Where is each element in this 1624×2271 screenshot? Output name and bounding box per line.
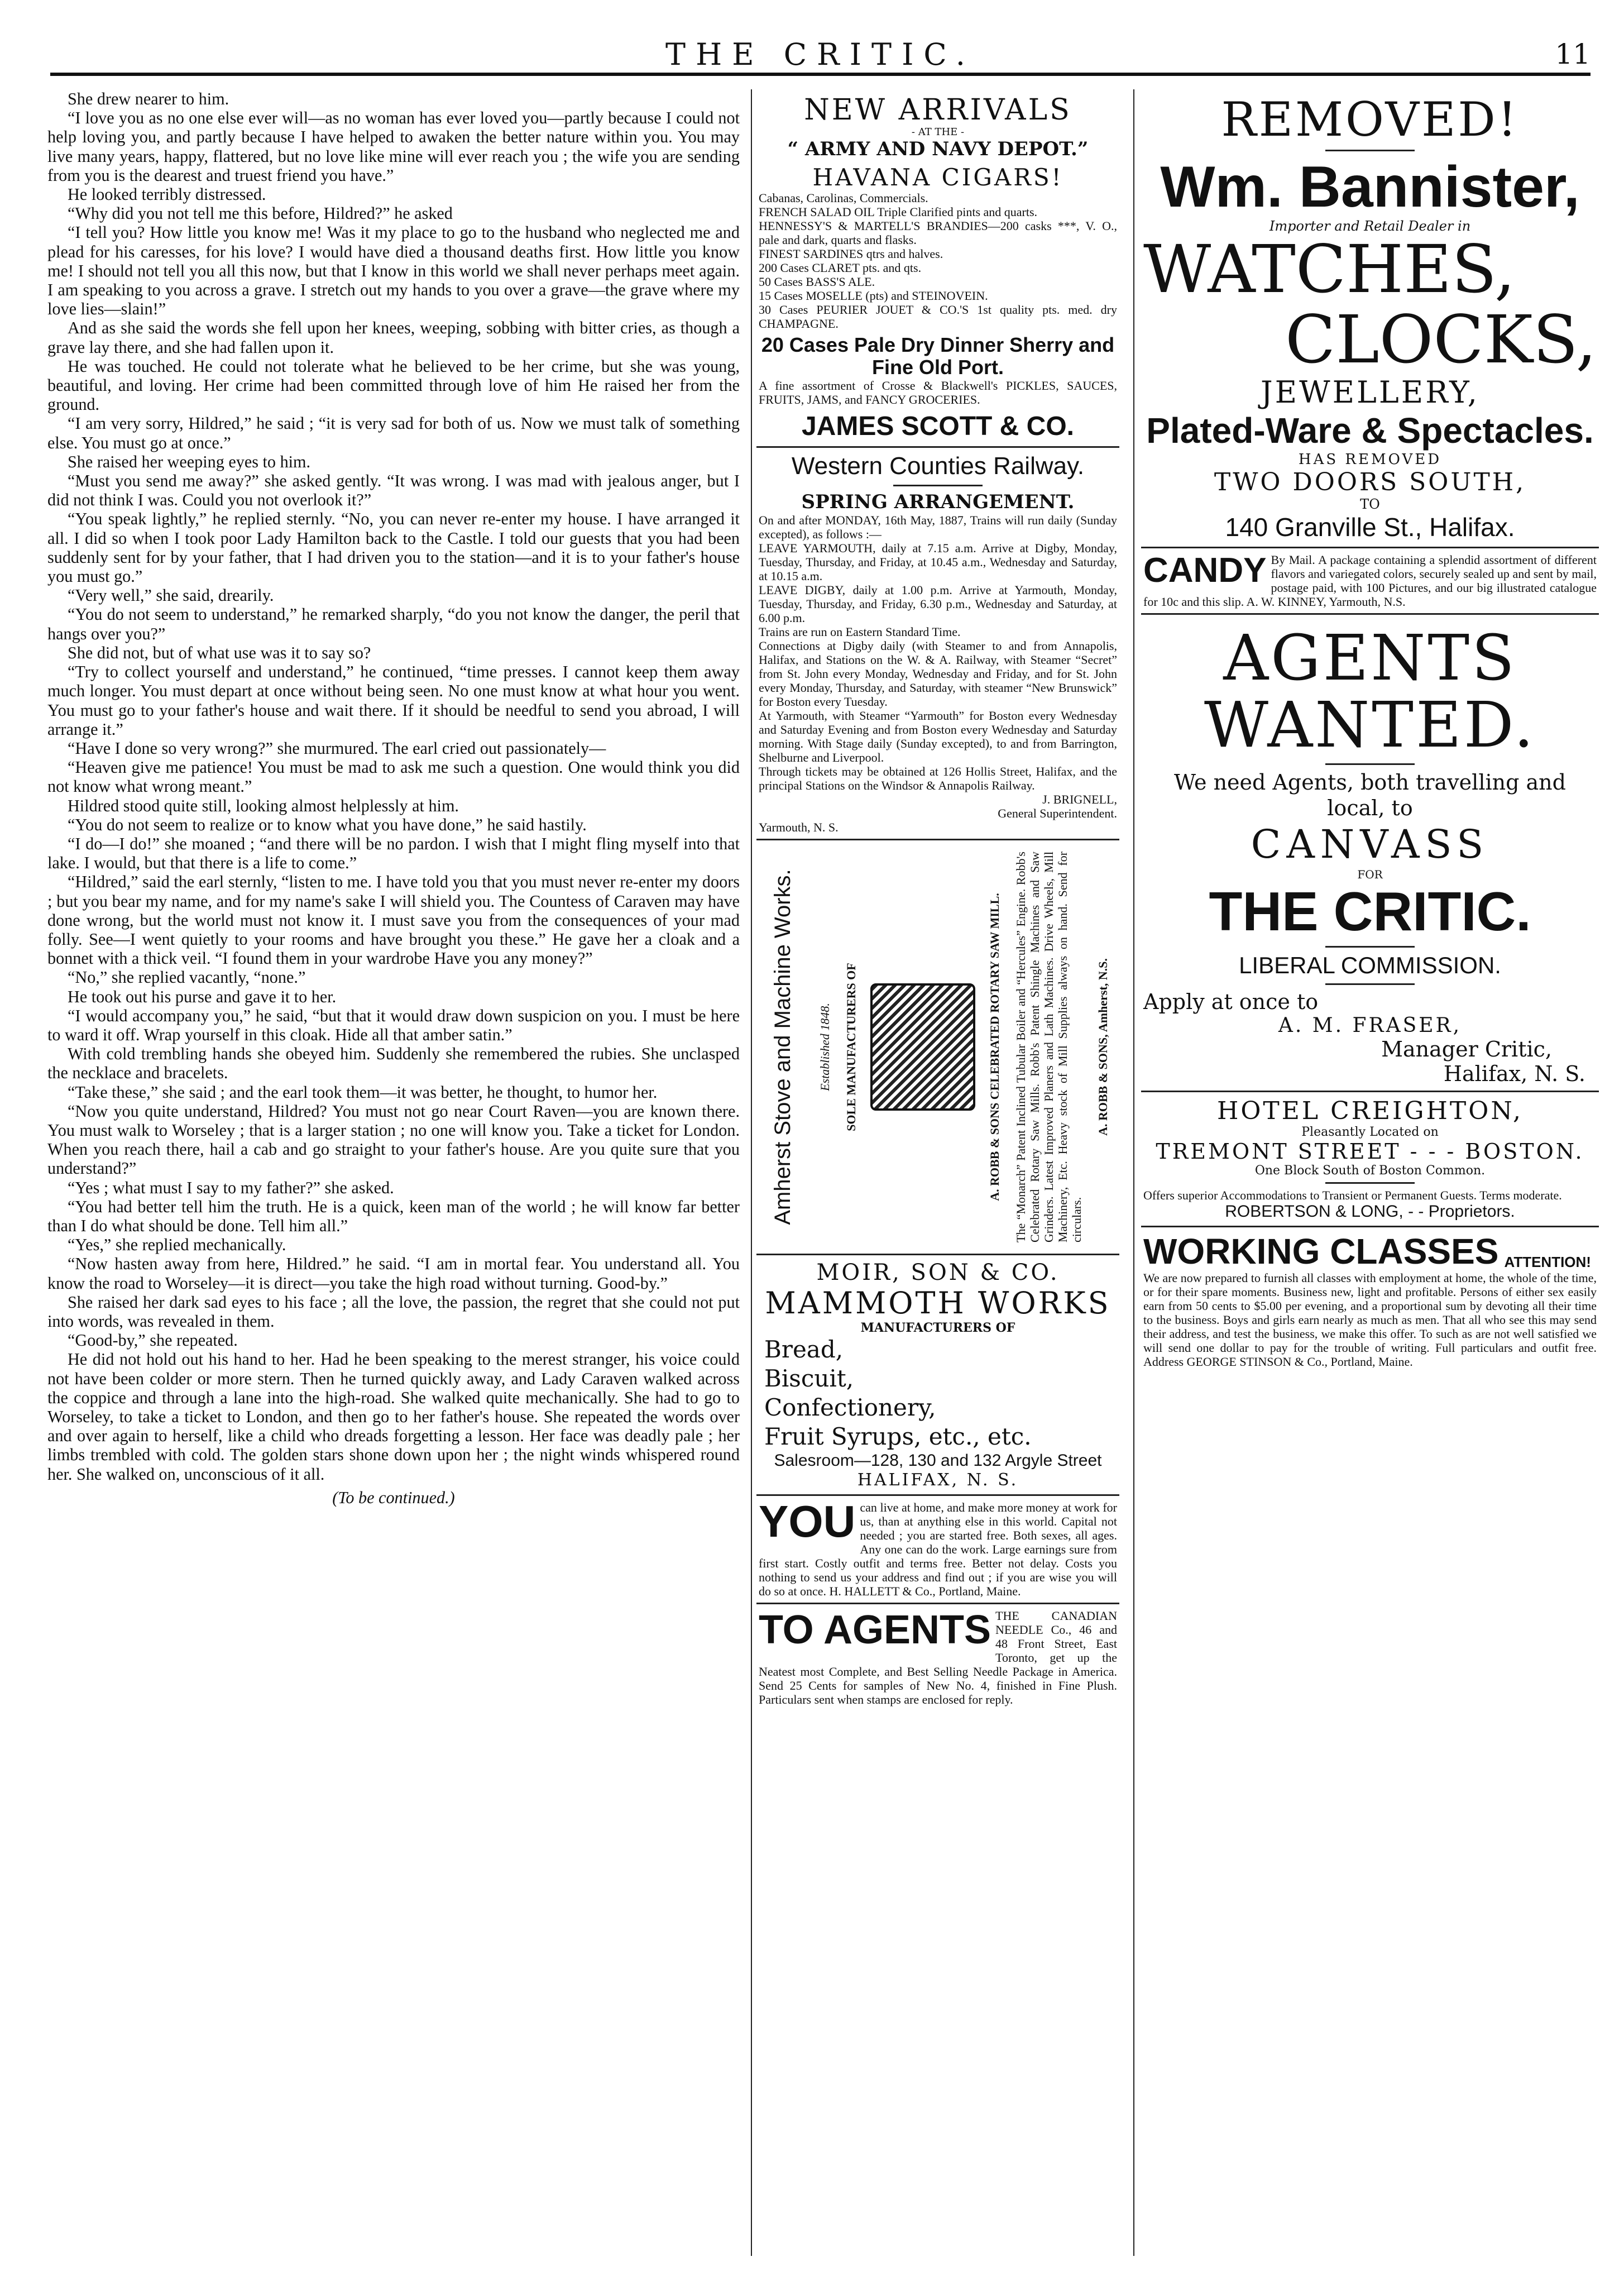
saw-mill-illustration (870, 983, 975, 1111)
amherst-firm: A. ROBB & SONS, Amherst, N.S. (1096, 958, 1110, 1136)
ad-sherry: 20 Cases Pale Dry Dinner Sherry and Fine Old Port. (761, 333, 1115, 379)
mammoth-manufacturers: MANUFACTURERS OF (860, 1321, 1015, 1335)
story-paragraph: She drew nearer to him. (68, 89, 229, 108)
hotel-street: TREMONT STREET - - - BOSTON. (1156, 1139, 1584, 1164)
railway-heading: Western Counties Railway. (791, 452, 1085, 480)
working-attention: ATTENTION! (1504, 1254, 1591, 1270)
candy-ad (1141, 548, 1599, 615)
ad-product-line: HENNESSY'S & MARTELL'S BRANDIES—200 casks ***, V. O., pale and dark, quarts and flasks. (759, 219, 1117, 247)
story-paragraph: “You speak lightly,” he replied sternly. “No, you can never re-enter my house. I have arranged it all. I did so when I took poor Lady Hamilton back to the Castle. I told our guests that you had been suddenly sent for by your father, that I had driven you to the station—and it is to your father's house you must go.” (47, 509, 740, 586)
story-paragraph: “Now hasten away from here, Hildred.” he said. “I am in mortal fear. You understand all. You know the road to Worseley—it is direct—you take the high road without turning. Good-by.” (47, 1254, 740, 1293)
story-paragraph: “Yes ; what must I say to my father?” she asked. (68, 1178, 394, 1197)
story-paragraph: And as she said the words she fell upon her knees, weeping, sobbing with bitter cries, as though a grave lay there, and she had fallen upon it. (47, 318, 740, 357)
agents-line: AGENTS (1223, 622, 1517, 695)
agents-apply: Apply at once to (1143, 989, 1319, 1014)
amherst-sole: SOLE MANUFACTURERS OF (844, 963, 858, 1131)
railway-schedule (759, 513, 1117, 792)
candy-headline: CANDY (1143, 551, 1267, 590)
railway-signature-title: General Superintendent. (998, 806, 1117, 820)
story-paragraph: “I would accompany you,” he said, “but that it would draw down suspicion on you. I must be here to ward it off. Wrap yourself in this cloak. Hide all that amber satin.” (47, 1006, 740, 1044)
bannister-to: TO (1360, 496, 1380, 512)
story-paragraph: “Yes,” she replied mechanically. (68, 1235, 286, 1255)
you-ad (756, 1496, 1119, 1604)
bannister-ad (1141, 89, 1599, 548)
ad-heading: NEW ARRIVALS (804, 93, 1072, 127)
railway-subheading: SPRING ARRANGEMENT. (801, 491, 1075, 513)
amherst-title: Amherst Stove and Machine Works. (770, 869, 795, 1225)
mammoth-item: Bread, (764, 1336, 844, 1363)
bannister-two-doors: TWO DOORS SOUTH, (1214, 468, 1526, 496)
bannister-plated: Plated-Ware & Spectacles. (1146, 410, 1594, 451)
story-paragraph: “Why did you not tell me this before, Hildred?” he asked (68, 204, 453, 223)
story-paragraph: “Have I done so very wrong?” she murmured. The earl cried out passionately— (68, 738, 606, 758)
ad-assortment: A fine assortment of Crosse & Blackwell's PICKLES, SAUCES, FRUITS, JAMS, and FANCY GROCERIES. (759, 379, 1117, 407)
mammoth-item: Fruit Syrups, etc., etc. (764, 1423, 1032, 1450)
middle-ad-column (751, 89, 1119, 2256)
hotel-offers: Offers superior Accommodations to Transient or Permanent Guests. Terms moderate. (1143, 1188, 1562, 1202)
mammoth-item: Biscuit, (764, 1365, 854, 1392)
mammoth-salesroom: Salesroom—128, 130 and 132 Argyle Street (774, 1451, 1102, 1470)
ad-product-line: Cabanas, Carolinas, Commercials. (759, 191, 928, 205)
story-paragraph: She did not, but of what use was it to say so? (68, 643, 371, 662)
bannister-has-removed: HAS REMOVED (1298, 451, 1442, 468)
amherst-established: Established 1848. (818, 1003, 832, 1091)
story-paragraph: “Hildred,” said the earl sternly, “listen to me. I have told you that you must never re-enter my doors ; but you bear my name, and for my name's sake I will shield you. The Countess of Caraven may have done wrong, but the world must not know it. I must save you from the consequences of your mad folly. See—I went quietly to your rooms and have brought you these.” He gave her a cloak and a bonnet with a thick veil. “I found them in your wardrobe Have you any money?” (47, 872, 740, 968)
right-ad-column (1133, 89, 1599, 2256)
page-number: 11 (1555, 38, 1591, 70)
removed-heading: REMOVED! (1221, 92, 1519, 147)
mammoth-works: MAMMOTH WORKS (765, 1285, 1111, 1321)
ad-product-line: FRENCH SALAD OIL Triple Clarified pints and quarts. (759, 205, 1038, 219)
mammoth-city: HALIFAX, N. S. (857, 1470, 1019, 1490)
story-paragraph: He took out his purse and gave it to her. (68, 987, 337, 1006)
amherst-celebrated: A. ROBB & SONS CELEBRATED ROTARY SAW MILL. (988, 893, 1002, 1201)
hotel-located: Pleasantly Located on (1301, 1125, 1439, 1139)
ad-cigars: HAVANA CIGARS! (812, 164, 1063, 191)
agents-critic: THE CRITIC. (1209, 881, 1531, 942)
story-paragraph: “I am very sorry, Hildred,” he said ; “it is very sad for both of us. Now we must talk of something else. You must go at once.” (47, 414, 740, 452)
story-paragraph: “No,” she replied vacantly, “none.” (68, 968, 306, 987)
story-paragraph: “You had better tell him the truth. He is a quick, keen man of the world ; he will know far better than I do what should be done. Tell him all.” (47, 1197, 740, 1235)
ad-product-line: 30 Cases PEURIER JOUET & CO.'S 1st quality pts. med. dry CHAMPAGNE. (759, 303, 1117, 331)
masthead-title: THE CRITIC. (665, 37, 975, 72)
ad-firm: JAMES SCOTT & CO. (801, 412, 1075, 441)
hotel-proprietors: ROBERTSON & LONG, - - Proprietors. (1225, 1202, 1515, 1221)
mammoth-firm: MOIR, SON & CO. (816, 1260, 1060, 1285)
masthead (50, 34, 1591, 76)
divider (1325, 150, 1415, 151)
agents-wanted-ad (1141, 615, 1599, 1092)
ad-at-the: - AT THE - (911, 126, 965, 138)
divider (893, 485, 983, 486)
amherst-body: The “Monarch” Patent Inclined Tubular Boiler and “Hercules” Engine. Robb's Celebrated Rotary Saw Mills. Robb's Patent Shingle Machines and Saw Grinders. Latest Improved Planers and Lath Machines. Drive Wheels, Mill Machinery, Etc. Heavy stock of Mill Supplies always on hand. Send for circulars. (1014, 852, 1084, 1242)
working-classes-ad (1141, 1227, 1599, 1373)
story-paragraph: “I tell you? How little you know me! Was it my place to go to the husband who neglected me and plead for his caresses, for his love? I would have died a thousand deaths first. How little you know me! I should not tell you all this now, but that I know in this world we shall never perhaps meet again. I am speaking to you across a grave. I stretch out my hands to you over a grave—the grave where my love lies—slain!” (47, 223, 740, 319)
agents-city: Halifax, N. S. (1443, 1062, 1585, 1086)
you-headline: YOU (759, 1497, 856, 1546)
story-paragraph: He did not hold out his hand to her. Had he been speaking to the merest stranger, his voice could not have been colder or more stern. Then he turned quickly away, and Lady Caraven walked across the coppice and through a lane into the high-road. She walked quite mechanically. She had to go to Worseley, to take a ticket to London, and then go to her father's house. She repeated the words over and over again to herself, like a child who dreads forgetting a lesson. Her face was deadly pale ; her limbs trembled with cold. The golden stars shone down upon her ; the night winds whispered round her. She walked on, unconscious of it all. (47, 1350, 740, 1484)
candy-body: By Mail. A package containing a splendid assortment of different flavors and variegated colors, securely sealed up and sent by mail, postage paid, with 100 Pictures, and our big illustrated catalogue for 10c and this slip. A. W. KINNEY, Yarmouth, N.S. (1143, 553, 1597, 609)
agents-need: We need Agents, both travelling and local, to (1174, 770, 1566, 820)
story-paragraph: “Very well,” she said, drearily. (68, 586, 274, 605)
railway-schedule-line: At Yarmouth, with Steamer “Yarmouth” for Boston every Wednesday and Saturday Evening and from Boston every Wednesday and Saturday morning. With Stage daily (Sunday excepted), to and from Barrington, Shelburne and Liverpool. (759, 709, 1117, 764)
story-paragraph: “Heaven give me patience! You must be mad to ask me such a question. One would think you did not know what wrong meant.” (47, 758, 740, 796)
story-paragraph: “Now you quite understand, Hildred? You must not go near Court Raven—you are known there. You must walk to Worseley ; that is a larger station ; no one will know you. Take a ticket for London. When you reach there, hail a cab and go straight to your father's house. Are you quite sure that you understand?” (47, 1101, 740, 1178)
agents-name: A. M. FRASER, (1278, 1014, 1462, 1037)
hotel-ad (1141, 1092, 1599, 1227)
mammoth-items (759, 1335, 1117, 1451)
ad-depot: “ ARMY AND NAVY DEPOT.” (787, 138, 1089, 160)
agents-canvass: CANVASS (1251, 821, 1489, 867)
ad-product-list (759, 191, 1117, 331)
bannister-watches: WATCHES, (1143, 231, 1516, 308)
railway-signature: J. BRIGNELL, (1042, 792, 1117, 806)
story-paragraph: He was touched. He could not tolerate what he believed to be her crime, but she was young, beautiful, and loving. Her crime had been committed through love of him He raised her from the ground. (47, 356, 740, 414)
hotel-name: HOTEL CREIGHTON, (1216, 1097, 1524, 1125)
to-be-continued: (To be continued.) (332, 1488, 455, 1507)
mammoth-item: Confectionery, (764, 1394, 936, 1421)
mammoth-works-ad (756, 1255, 1119, 1496)
amherst-ad-rotated (756, 852, 1119, 1242)
bannister-jewellery: JEWELLERY, (1261, 375, 1479, 410)
divider (1325, 946, 1415, 948)
story-paragraph: “I do—I do!” she moaned ; “and there will be no pardon. I wish that I might fling myself into that lake. I would, but that there is a life to come.” (47, 834, 740, 873)
story-paragraph: “Good-by,” she repeated. (68, 1331, 238, 1350)
agents-for: FOR (1357, 868, 1383, 881)
railway-schedule-line: LEAVE YARMOUTH, daily at 7.15 a.m. Arrive at Digby, Monday, Tuesday, Thursday, and Friday, at 10.45 a.m., Wednesday and Saturday, at 10.15 a.m. (759, 541, 1117, 583)
working-headline: WORKING CLASSES (1143, 1231, 1499, 1271)
story-column (47, 89, 740, 2256)
story-paragraph: “I love you as no one else ever will—as no woman has ever loved you—partly because I could not help loving you, and partly because I have helped to awaken the better nature within you. You may live many years, happy, flattered, but no love like mine will ever reach you ; the wife you are sending from you is the dearest and truest friend you have.” (47, 108, 740, 185)
railway-schedule-line: On and after MONDAY, 16th May, 1887, Trains will run daily (Sunday excepted), as follows :— (759, 513, 1117, 541)
story-paragraph: “Try to collect yourself and understand,” he continued, “time presses. I cannot keep them away much longer. You must depart at once without being seen. No one must know at what hour you went. You must go to your father's house and wait there. If it should be needful to send you abroad, I will arrange it.” (47, 662, 740, 739)
story-paragraph: “Must you send me away?” she asked gently. “It was wrong. I was mad with jealous anger, but I did not think I was. Could you not overlook it?” (47, 471, 740, 510)
wanted-line: WANTED. (1204, 689, 1536, 762)
divider (1325, 983, 1415, 985)
railway-schedule-line: LEAVE DIGBY, daily at 1.00 p.m. Arrive at Yarmouth, Monday, Tuesday, Thursday, and Friday, 6.30 p.m., Wednesday and Saturday, at 6.00 p.m. (759, 583, 1117, 625)
railway-schedule-line: Connections at Digby daily (with Steamer to and from Annapolis, Halifax, and Stations on the W. & A. Railway, with Steamer “Secret” from St. John every Monday, Wednesday and Friday, and for St. John every Monday, Thursday, and Saturday, with steamer “New Brunswick” for Boston every Tuesday. (759, 639, 1117, 709)
bannister-address: 140 Granville St., Halifax. (1225, 513, 1515, 542)
bannister-name: Wm. Bannister, (1160, 155, 1580, 219)
railway-place: Yarmouth, N. S. (759, 820, 839, 834)
ad-product-line: 200 Cases CLARET pts. and qts. (759, 261, 922, 275)
story-paragraph: She raised her weeping eyes to him. (68, 452, 311, 471)
story-paragraph: “You do not seem to understand,” he remarked sharply, “do you not know the danger, the peril that hangs over you?” (47, 605, 740, 643)
army-navy-ad (756, 89, 1119, 448)
ad-product-line: 15 Cases MOSELLE (pts) and STEINOVEIN. (759, 289, 988, 303)
divider (1325, 1182, 1415, 1184)
railway-schedule-line: Through tickets may be obtained at 126 Hollis Street, Halifax, and the principal Stations on the Windsor & Annapolis Railway. (759, 764, 1117, 792)
story-text (47, 89, 740, 1507)
story-paragraph: “Take these,” she said ; and the earl took them—it was better, he thought, to humor her. (68, 1082, 658, 1102)
story-paragraph: He looked terribly distressed. (68, 185, 266, 204)
story-paragraph: With cold trembling hands she obeyed him. Suddenly she remembered the rubies. She unclasped the necklace and bracelets. (47, 1044, 740, 1083)
bannister-clocks: CLOCKS, (1285, 301, 1597, 378)
agents-role: Manager Critic, (1381, 1037, 1552, 1062)
railway-schedule-line: Trains are run on Eastern Standard Time. (759, 625, 961, 639)
ad-product-line: 50 Cases BASS'S ALE. (759, 275, 875, 289)
to-agents-headline: TO AGENTS (759, 1608, 991, 1652)
to-agents-body: THE CANADIAN NEEDLE Co., 46 and 48 Front Street, East Toronto, get up the Neatest most Complete, and Best Selling Needle Package in America. Send 25 Cents for samples of New No. 4, finished in Fine Plush. Particulars sent when stamps are enclosed for reply. (759, 1609, 1117, 1706)
railway-ad (756, 448, 1119, 840)
story-paragraph: “You do not seem to realize or to know what you have done,” he said hastily. (68, 815, 587, 834)
hotel-block: One Block South of Boston Common. (1254, 1164, 1486, 1178)
ad-product-line: FINEST SARDINES qtrs and halves. (759, 247, 943, 261)
story-paragraph: Hildred stood quite still, looking almost helplessly at him. (68, 796, 459, 815)
story-paragraph: She raised her dark sad eyes to his face ; all the love, the passion, the regret that she could not put into words, was revealed in them. (47, 1292, 740, 1331)
amherst-ad (756, 840, 1119, 1255)
you-body: can live at home, and make more money at work for us, than at anything else in this world. Capital not needed ; you are started free. Both sexes, all ages. Any one can do the work. Large earnings sure from first start. Costly outfit and terms free. Better not delay. Costs you nothing to send us your address and find out ; if you are wise you will do so at once. H. HALLETT & Co., Portland, Maine. (759, 1500, 1117, 1598)
agents-liberal: LIBERAL COMMISSION. (1239, 952, 1501, 978)
to-agents-ad (756, 1604, 1119, 1711)
working-body: We are now prepared to furnish all classes with employment at home, the whole of the time, or for their spare moments. Business new, light and profitable. Persons of either sex easily earn from 50 cents to $5.00 per evening, and a proportional sum by devoting all their time to the business. Boys and girls earn nearly as much as men. That all who see this may send their address, and test the business, we make this offer. To such as are not well satisfied we will send one dollar to pay for the trouble of writing. Full particulars and outfit free. Address GEORGE STINSON & Co., Portland, Maine. (1143, 1271, 1597, 1369)
divider (1325, 763, 1415, 765)
bannister-importer: Importer and Retail Dealer in (1269, 218, 1471, 234)
